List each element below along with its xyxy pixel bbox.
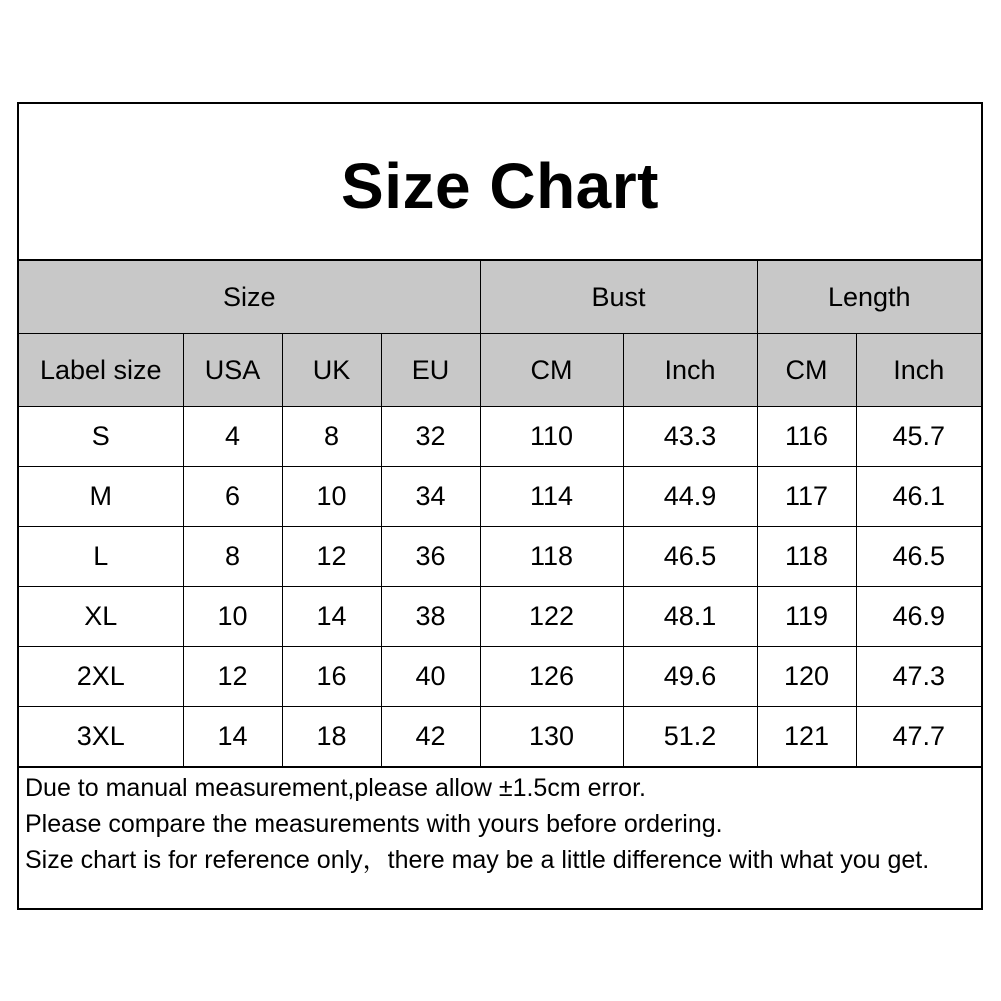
cell-label-size: L — [19, 527, 183, 587]
cell-length-inch: 47.3 — [856, 647, 981, 707]
size-table — [19, 261, 981, 767]
column-header-row — [19, 334, 981, 407]
cell-length-inch: 45.7 — [856, 407, 981, 467]
cell-length-inch: 46.1 — [856, 467, 981, 527]
column-header-uk: UK — [282, 334, 381, 407]
group-header-size: Size — [19, 261, 480, 334]
cell-usa: 6 — [183, 467, 282, 527]
cell-usa: 12 — [183, 647, 282, 707]
cell-bust-cm: 114 — [480, 467, 623, 527]
cell-uk: 12 — [282, 527, 381, 587]
column-header-eu: EU — [381, 334, 480, 407]
cell-eu: 42 — [381, 707, 480, 767]
cell-eu: 36 — [381, 527, 480, 587]
note-measurement-error: Due to manual measurement,please allow ±1.5cm error. — [25, 774, 646, 802]
cell-label-size: 3XL — [19, 707, 183, 767]
cell-bust-cm: 118 — [480, 527, 623, 587]
cell-eu: 34 — [381, 467, 480, 527]
table-row — [19, 587, 981, 647]
cell-usa: 4 — [183, 407, 282, 467]
cell-bust-cm: 122 — [480, 587, 623, 647]
cell-label-size: XL — [19, 587, 183, 647]
cell-usa: 10 — [183, 587, 282, 647]
note-reference-only: Size chart is for reference only，there may be a little difference with what you get. — [25, 846, 930, 874]
cell-bust-cm: 130 — [480, 707, 623, 767]
cell-eu: 32 — [381, 407, 480, 467]
cell-length-cm: 119 — [757, 587, 856, 647]
title-box — [19, 104, 981, 261]
cell-length-inch: 47.7 — [856, 707, 981, 767]
table-row — [19, 407, 981, 467]
table-row — [19, 527, 981, 587]
column-header-bust-inch: Inch — [623, 334, 757, 407]
cell-length-cm: 120 — [757, 647, 856, 707]
cell-bust-inch: 49.6 — [623, 647, 757, 707]
cell-bust-inch: 51.2 — [623, 707, 757, 767]
cell-eu: 38 — [381, 587, 480, 647]
size-chart-frame — [17, 102, 983, 910]
page-title: Size Chart — [341, 149, 659, 222]
notes — [19, 767, 981, 878]
cell-label-size: M — [19, 467, 183, 527]
group-header-length: Length — [757, 261, 981, 334]
cell-bust-inch: 48.1 — [623, 587, 757, 647]
cell-bust-cm: 110 — [480, 407, 623, 467]
cell-label-size: 2XL — [19, 647, 183, 707]
cell-uk: 16 — [282, 647, 381, 707]
cell-uk: 18 — [282, 707, 381, 767]
table-body — [19, 407, 981, 767]
group-header-bust: Bust — [480, 261, 757, 334]
cell-bust-inch: 44.9 — [623, 467, 757, 527]
column-header-length-inch: Inch — [856, 334, 981, 407]
cell-length-cm: 118 — [757, 527, 856, 587]
cell-usa: 8 — [183, 527, 282, 587]
cell-uk: 8 — [282, 407, 381, 467]
cell-uk: 14 — [282, 587, 381, 647]
cell-bust-inch: 46.5 — [623, 527, 757, 587]
cell-eu: 40 — [381, 647, 480, 707]
cell-length-cm: 116 — [757, 407, 856, 467]
cell-bust-cm: 126 — [480, 647, 623, 707]
group-header-row — [19, 261, 981, 334]
cell-label-size: S — [19, 407, 183, 467]
column-header-usa: USA — [183, 334, 282, 407]
column-header-length-cm: CM — [757, 334, 856, 407]
table-row — [19, 707, 981, 767]
table-row — [19, 467, 981, 527]
table-row — [19, 647, 981, 707]
column-header-label-size: Label size — [19, 334, 183, 407]
cell-usa: 14 — [183, 707, 282, 767]
cell-length-inch: 46.9 — [856, 587, 981, 647]
cell-uk: 10 — [282, 467, 381, 527]
column-header-bust-cm: CM — [480, 334, 623, 407]
cell-length-inch: 46.5 — [856, 527, 981, 587]
cell-length-cm: 117 — [757, 467, 856, 527]
cell-bust-inch: 43.3 — [623, 407, 757, 467]
cell-length-cm: 121 — [757, 707, 856, 767]
note-compare-measurements: Please compare the measurements with yours before ordering. — [25, 810, 723, 838]
